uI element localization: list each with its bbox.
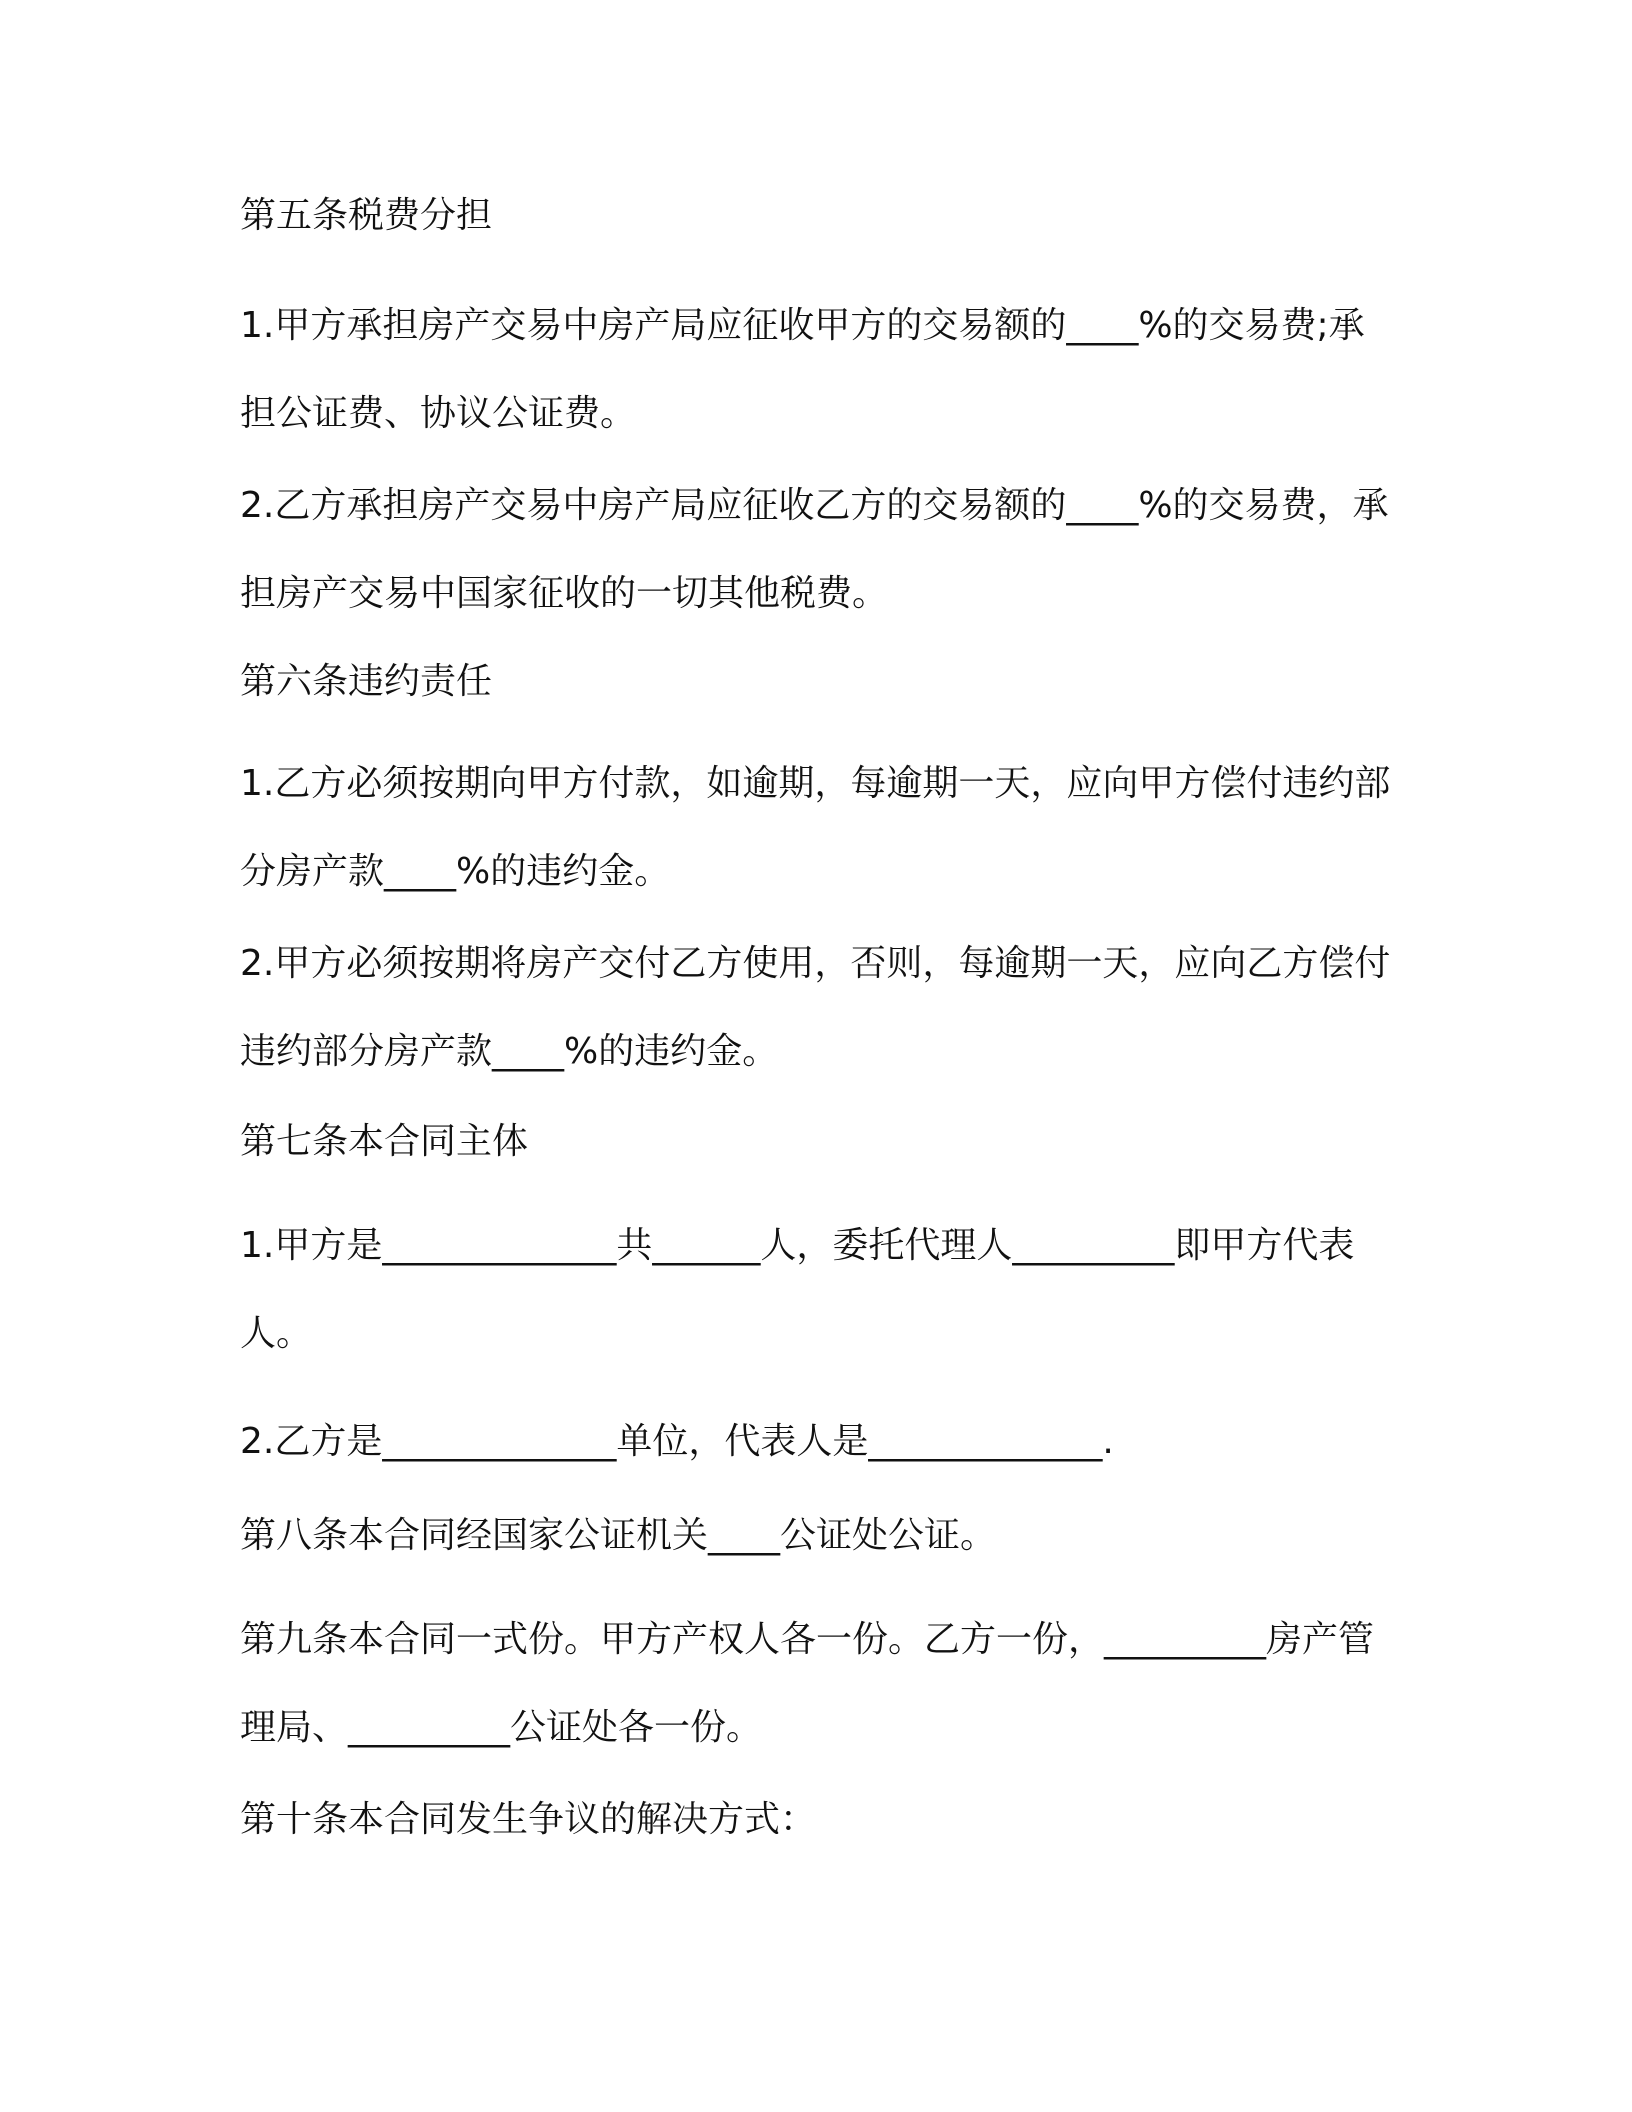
article-5-clause-2: 2.乙方承担房产交易中房产局应征收乙方的交易额的____%的交易费，承担房产交易中国家征收的一切其他税费。 [240, 485, 1389, 614]
article-9: 第九条本合同一式份。甲方产权人各一份。乙方一份，_________房产管理局、_________公证处各一份。 [240, 1619, 1375, 1748]
article-10-heading: 第十条本合同发生争议的解决方式： [240, 1799, 817, 1840]
article-8: 第八条本合同经国家公证机关____公证处公证。 [240, 1515, 997, 1556]
article-7-clause-2: 2.乙方是_____________单位，代表人是_____________. [240, 1421, 1114, 1462]
article-5-clause-1: 1.甲方承担房产交易中房产局应征收甲方的交易额的____%的交易费;承担公证费、协议公证费。 [240, 305, 1365, 434]
article-6-clause-2: 2.甲方必须按期将房产交付乙方使用，否则，每逾期一天，应向乙方偿付违约部分房产款____%的违约金。 [240, 943, 1391, 1072]
article-6-heading: 第六条违约责任 [240, 661, 493, 702]
article-5-heading: 第五条税费分担 [240, 195, 493, 236]
article-6-clause-1: 1.乙方必须按期向甲方付款，如逾期，每逾期一天，应向甲方偿付违约部分房产款____%的违约金。 [240, 763, 1391, 892]
article-7-heading: 第七条本合同主体 [240, 1121, 529, 1162]
article-7-clause-1: 1.甲方是_____________共______人，委托代理人_________即甲方代表人。 [240, 1225, 1355, 1354]
